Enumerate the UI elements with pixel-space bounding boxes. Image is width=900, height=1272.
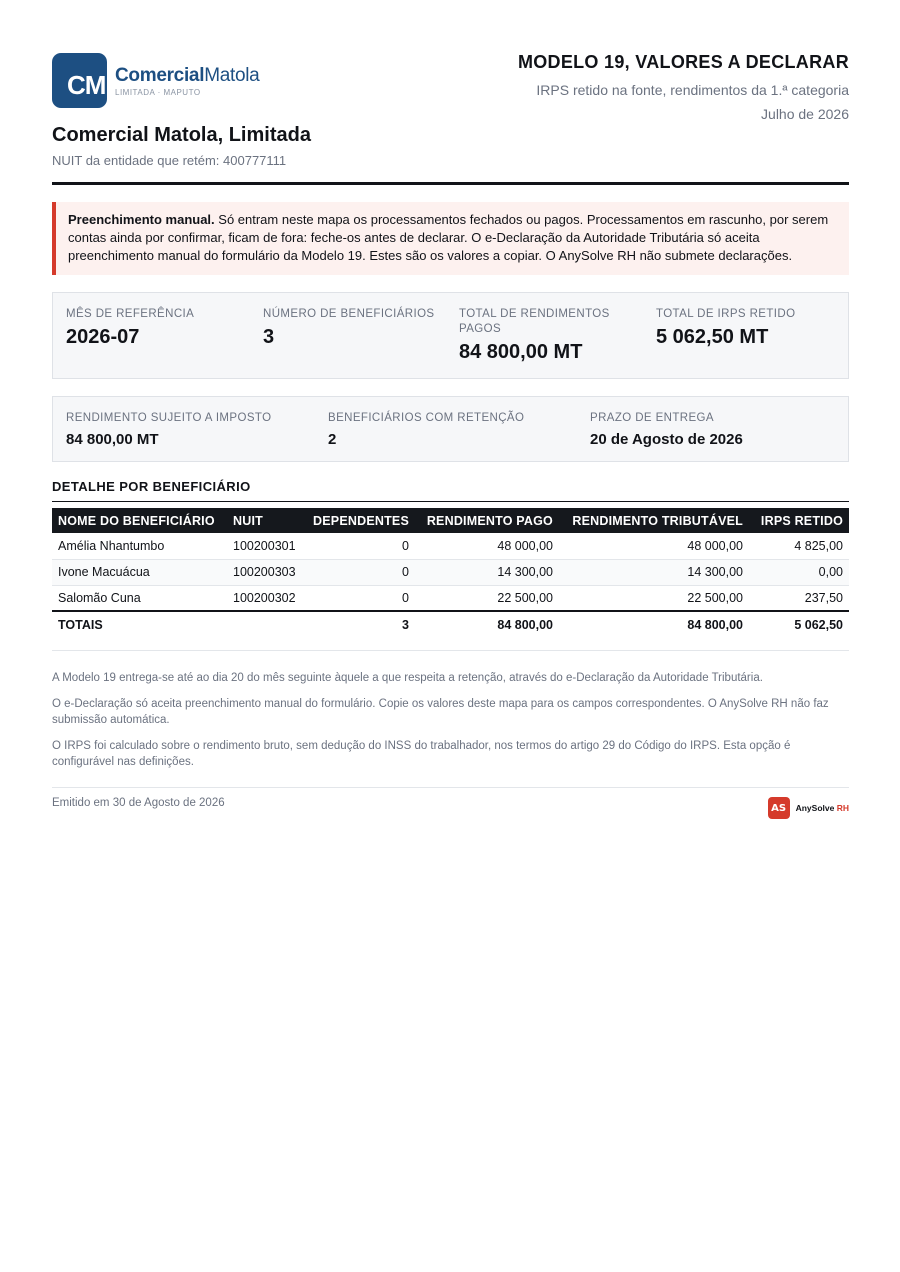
company-name: Comercial Matola, Limitada: [52, 124, 311, 146]
brand-mark: AS: [768, 797, 790, 819]
cell-irps: 237,50: [749, 585, 849, 611]
totals-nuit: [227, 611, 307, 637]
summary-taxable-income: [66, 411, 316, 448]
cell-nuit: 100200302: [227, 585, 307, 611]
logo-initials: CM: [67, 70, 106, 100]
cell-name: Ivone Macuácua: [52, 559, 227, 585]
summary-value: 84 800,00 MT: [66, 431, 159, 448]
brand-suffix: RH: [836, 803, 849, 813]
logo-mark: [52, 53, 107, 108]
totals-irps: 5 062,50: [749, 611, 849, 637]
summary-value: 3: [263, 326, 275, 348]
notes-divider: [52, 650, 849, 651]
issue-date: Emitido em 30 de Agosto de 2026: [52, 797, 225, 809]
secondary-summary-panel: [52, 396, 849, 462]
column-header-paid: RENDIMENTO PAGO: [415, 508, 559, 533]
cell-irps: 0,00: [749, 559, 849, 585]
manual-fill-notice: [52, 202, 849, 275]
summary-label: RENDIMENTO SUJEITO A IMPOSTO: [66, 412, 272, 424]
note-calculation: O IRPS foi calculado sobre o rendimento bruto, sem dedução do INSS do trabalhador, nos termos do artigo 29 do Código do IRPS. Esta opção é configurável nas definições.: [52, 740, 791, 768]
document-title-block: [518, 52, 849, 122]
logo-name-bold: Comercial: [115, 64, 205, 86]
summary-withheld-beneficiaries: [328, 411, 578, 448]
cell-taxable: 14 300,00: [559, 559, 749, 585]
logo-tagline: LIMITADA · MAPUTO: [115, 87, 201, 97]
summary-value: 84 800,00 MT: [459, 341, 583, 363]
summary-value: 5 062,50 MT: [656, 326, 769, 348]
summary-panel: [52, 292, 849, 379]
summary-value: 20 de Agosto de 2026: [590, 431, 743, 448]
cell-paid: 22 500,00: [415, 585, 559, 611]
summary-label: NÚMERO DE BENEFICIÁRIOS: [263, 308, 435, 320]
totals-taxable: 84 800,00: [559, 611, 749, 637]
column-header-dependents: DEPENDENTES: [307, 508, 415, 533]
column-header-irps: IRPS RETIDO: [749, 508, 849, 533]
summary-reference-month: [66, 307, 251, 349]
brand-wordmark: [796, 803, 849, 813]
cell-taxable: 22 500,00: [559, 585, 749, 611]
company-nuit: NUIT da entidade que retém: 400777111: [52, 153, 287, 168]
beneficiary-table: [52, 508, 849, 637]
summary-total-irps: [656, 307, 841, 349]
cell-dependents: 0: [307, 533, 415, 559]
summary-beneficiary-count: [263, 307, 448, 349]
table-row: [52, 533, 849, 559]
cell-dependents: 0: [307, 585, 415, 611]
detail-section-title: DETALHE POR BENEFICIÁRIO: [52, 479, 251, 494]
cell-name: Salomão Cuna: [52, 585, 227, 611]
summary-label: BENEFICIÁRIOS COM RETENÇÃO: [328, 412, 525, 424]
cell-name: Amélia Nhantumbo: [52, 533, 227, 559]
summary-total-paid: [459, 307, 629, 364]
document-header: [52, 0, 849, 185]
cell-paid: 14 300,00: [415, 559, 559, 585]
footer-divider: [52, 787, 849, 788]
document-period: Julho de 2026: [761, 106, 849, 122]
logo-name-light: Matola: [204, 64, 260, 86]
totals-dependents: 3: [307, 611, 415, 637]
summary-label: TOTAL DE IRPS RETIDO: [656, 308, 796, 320]
table-row: [52, 585, 849, 611]
detail-divider: [52, 501, 849, 502]
column-header-taxable: RENDIMENTO TRIBUTÁVEL: [559, 508, 749, 533]
summary-value: 2026-07: [66, 326, 140, 348]
totals-paid: 84 800,00: [415, 611, 559, 637]
note-manual-fill: O e-Declaração só aceita preenchimento manual do formulário. Copie os valores deste mapa para os campos correspondentes. O AnySolve RH não faz submissão automática.: [52, 698, 829, 726]
cell-nuit: 100200303: [227, 559, 307, 585]
notice-lead: Preenchimento manual.: [68, 212, 215, 227]
table-header-row: [52, 508, 849, 533]
anysolve-logo: [768, 797, 849, 819]
totals-label: TOTAIS: [52, 611, 227, 637]
logo-wordmark: [115, 65, 259, 97]
cell-dependents: 0: [307, 559, 415, 585]
summary-deadline: [590, 411, 840, 448]
note-deadline: A Modelo 19 entrega-se até ao dia 20 do mês seguinte àquele a que respeita a retenção, através do e-Declaração da Autoridade Tributária.: [52, 672, 763, 684]
notice-text: Só entram neste mapa os processamentos fechados ou pagos. Processamentos em rascunho, por serem contas ainda por confirmar, ficam de fora: feche-os antes de declarar. O e-Declaração da Autoridade Tributária só aceita preenchimento manual do formulário da Modelo 19. Estes são os valores a copiar. O AnySolve RH não submete declarações.: [68, 212, 829, 263]
document-subtitle: IRPS retido na fonte, rendimentos da 1.ª categoria: [536, 82, 849, 98]
logo-name: [115, 65, 259, 87]
company-logo: [52, 53, 259, 108]
header-divider: [52, 182, 849, 185]
column-header-nuit: NUIT: [227, 508, 307, 533]
table-row: [52, 559, 849, 585]
summary-value: 2: [328, 431, 337, 448]
document-page: [52, 0, 849, 814]
cell-irps: 4 825,00: [749, 533, 849, 559]
cell-taxable: 48 000,00: [559, 533, 749, 559]
table-totals-row: [52, 611, 849, 637]
document-title: MODELO 19, VALORES A DECLARAR: [517, 52, 849, 72]
brand-name: AnySolve: [795, 803, 835, 813]
cell-paid: 48 000,00: [415, 533, 559, 559]
summary-label: PRAZO DE ENTREGA: [590, 412, 714, 424]
summary-label: TOTAL DE RENDIMENTOS PAGOS: [459, 308, 610, 335]
summary-label: MÊS DE REFERÊNCIA: [66, 308, 195, 320]
cell-nuit: 100200301: [227, 533, 307, 559]
column-header-name: NOME DO BENEFICIÁRIO: [52, 508, 227, 533]
